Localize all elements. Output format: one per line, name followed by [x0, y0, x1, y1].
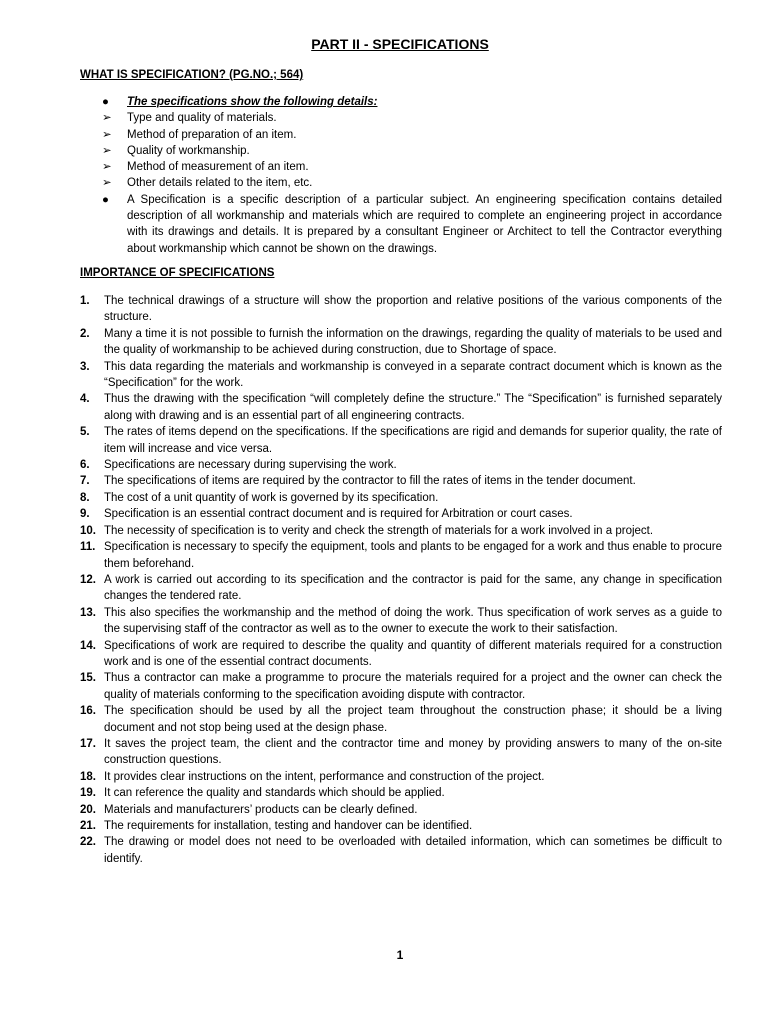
list-item: [80, 703, 722, 736]
item-number: 10.: [80, 524, 96, 537]
item-number: 16.: [80, 705, 96, 718]
item-number: 8.: [80, 491, 90, 504]
list-item: [80, 523, 722, 539]
detail-text: Quality of workmanship.: [127, 144, 250, 157]
item-number: 14.: [80, 639, 96, 652]
item-text: This data regarding the materials and workmanship is conveyed in a separate contract document which is known as the “Specification” for the work.: [104, 360, 722, 390]
item-number: 15.: [80, 672, 96, 685]
list-item: [80, 802, 722, 818]
item-text: A work is carried out according to its specification and the contractor is paid for the same, any change in specification changes the tendered rate.: [104, 573, 722, 603]
list-item: [80, 359, 722, 392]
item-number: 18.: [80, 770, 96, 783]
item-text: Thus the drawing with the specification “will completely define the structure.” The “Specification” is furnished separately along with drawing and is an essential part of all engineering contracts.: [104, 393, 722, 422]
list-item: [80, 192, 722, 257]
section-heading-importance: IMPORTANCE OF SPECIFICATIONS: [80, 267, 275, 279]
list-item: [80, 736, 722, 769]
list-item: [80, 326, 722, 359]
detail-text: Other details related to the item, etc.: [127, 177, 313, 190]
item-text: The cost of a unit quantity of work is governed by its specification.: [104, 491, 439, 504]
item-text: Materials and manufacturers’ products can be clearly defined.: [104, 803, 418, 816]
arrow-bullet-icon: ➢: [102, 112, 112, 125]
list-item: [80, 473, 722, 489]
item-number: 22.: [80, 836, 96, 849]
item-text: The requirements for installation, testing and handover can be identified.: [104, 820, 473, 832]
importance-list: [80, 293, 722, 867]
bullet-icon: ●: [102, 96, 109, 108]
list-item: [80, 670, 722, 703]
item-text: It provides clear instructions on the intent, performance and construction of the project.: [104, 770, 545, 783]
arrow-bullet-icon: ➢: [102, 177, 112, 190]
item-number: 9.: [80, 508, 90, 521]
item-text: The specifications of items are required by the contractor to fill the rates of items in the tender document.: [104, 475, 636, 488]
list-item: [80, 572, 722, 605]
detail-text: Type and quality of materials.: [127, 112, 277, 125]
section-heading-what-is-specification: WHAT IS SPECIFICATION? (PG.NO.; 564): [80, 69, 304, 81]
item-text: Many a time it is not possible to furnish the information on the drawings, regarding the quality of materials to be used and the quality of workmanship to be achieved during construction, due to Shortage of space.: [104, 327, 722, 357]
definition-text: A Specification is a specific description of a particular subject. An engineering specification contains detailed description of all workmanship and materials which are required to complete an engineering project in accordance with its drawings and details. It is prepared by a consultant Engineer or Architect to tell the Contractor everything about workmanship which cannot be shown on the drawings.: [127, 193, 722, 255]
item-text: The technical drawings of a structure will show the proportion and relative positions of the various components of the structure.: [104, 295, 722, 324]
item-text: Specification is an essential contract document and is required for Arbitration or court cases.: [104, 508, 573, 521]
list-item: [80, 490, 722, 506]
list-item: [80, 818, 722, 834]
page-title: PART II - SPECIFICATIONS: [311, 36, 489, 52]
item-number: 5.: [80, 426, 90, 439]
list-item: [80, 424, 722, 457]
item-text: Thus a contractor can make a programme to procure the materials required for a project and the owner can check the quality of materials conforming to the specification avoiding dispute with contractor.: [104, 672, 722, 701]
list-item: [80, 605, 722, 638]
arrow-bullet-icon: ➢: [102, 161, 112, 174]
detail-text: Method of measurement of an item.: [127, 161, 309, 174]
list-item: [80, 159, 722, 175]
list-item: [80, 457, 722, 473]
item-text: Specifications are necessary during supervising the work.: [104, 459, 397, 472]
item-number: 6.: [80, 459, 90, 472]
list-item: [80, 143, 722, 159]
bullet-icon: ●: [102, 193, 109, 206]
item-text: This also specifies the workmanship and the method of doing the work. Thus specification of work serves as a guide to the supervising staff of the contractor as well as to the owner to execute the work to their satisfaction.: [104, 606, 722, 636]
item-number: 17.: [80, 737, 96, 750]
item-number: 1.: [80, 295, 90, 307]
page-number: 1: [396, 948, 404, 962]
list-item: [80, 834, 722, 867]
item-number: 11.: [80, 541, 96, 554]
item-number: 2.: [80, 327, 90, 340]
item-text: Specifications of work are required to describe the quality and quantity of different materials required for a construction work and is one of the essential contract documents.: [104, 639, 722, 668]
item-text: Specification is necessary to specify the equipment, tools and plants to be engaged for a work and thus enable to procure them beforehand.: [104, 541, 722, 570]
item-number: 19.: [80, 787, 96, 800]
item-number: 12.: [80, 573, 96, 586]
list-item: [80, 769, 722, 785]
details-intro: The specifications show the following details:: [127, 96, 378, 108]
list-item: [80, 110, 722, 126]
list-item: [80, 293, 722, 326]
item-text: The rates of items depend on the specifications. If the specifications are rigid and demands for superior quality, the rate of item will increase and vice versa.: [104, 426, 722, 455]
arrow-bullet-icon: ➢: [102, 144, 112, 157]
list-item: [80, 785, 722, 801]
item-text: It can reference the quality and standards which should be applied.: [104, 787, 445, 800]
list-item: [80, 175, 722, 191]
item-number: 4.: [80, 393, 90, 406]
item-text: The specification should be used by all the project team throughout the construction phase; it should be a living document and not stop being used at the design phase.: [104, 705, 722, 734]
list-item: [80, 539, 722, 572]
list-item: [80, 127, 722, 143]
item-text: It saves the project team, the client and the contractor time and money by providing answers to many of the on-site construction questions.: [104, 737, 722, 767]
list-item: [80, 94, 722, 110]
list-item: [80, 638, 722, 671]
item-number: 20.: [80, 803, 96, 816]
item-number: 7.: [80, 475, 90, 488]
detail-text: Method of preparation of an item.: [127, 128, 297, 141]
item-number: 3.: [80, 360, 90, 373]
list-item: [80, 506, 722, 522]
list-item: [80, 391, 722, 424]
item-number: 13.: [80, 606, 96, 619]
item-text: The drawing or model does not need to be overloaded with detailed information, which can sometimes be difficult to identify.: [104, 836, 722, 865]
item-number: 21.: [80, 820, 96, 832]
item-text: The necessity of specification is to verity and check the strength of materials for a work involved in a project.: [104, 524, 654, 537]
arrow-bullet-icon: ➢: [102, 128, 112, 141]
specification-details-list: [80, 94, 722, 257]
